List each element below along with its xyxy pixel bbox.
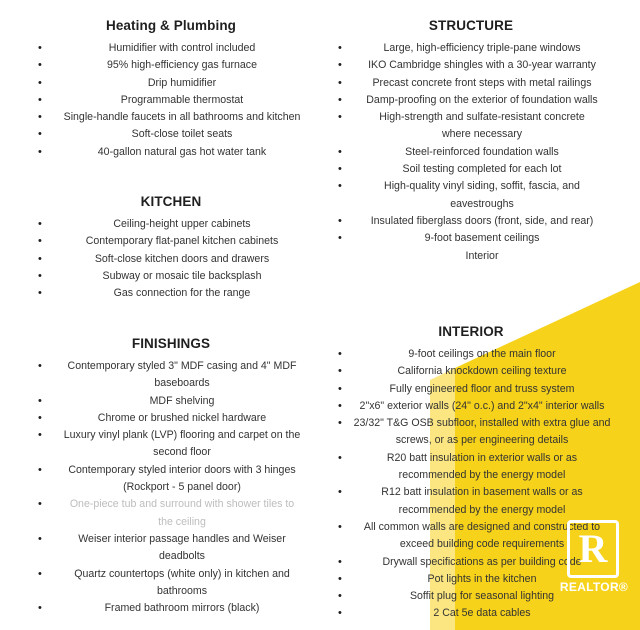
list-item: [30, 393, 312, 410]
realtor-logo-text: REALTOR®: [559, 580, 629, 594]
list-item-text: California knockdown ceiling texture: [397, 365, 567, 378]
list-item-text: Soft-close kitchen doors and drawers: [94, 252, 270, 265]
list-item-text: 95% high-efficiency gas furnace: [107, 59, 257, 72]
bullet-icon: •: [38, 429, 42, 442]
bullet-icon: •: [38, 42, 42, 54]
list-item-text: Insulated fiberglass doors (front, side, and rear): [370, 214, 594, 227]
list-item: [330, 605, 612, 622]
list-item-text: R12 batt insulation in basement walls or as: [381, 486, 583, 499]
list-item: [330, 109, 612, 126]
bullet-icon: •: [38, 360, 42, 372]
list-item-continuation: [30, 479, 312, 496]
list-item-text: One-piece tub and surround with shower tiles to: [69, 498, 295, 511]
list-item-text: 9-foot basement ceilings: [424, 232, 540, 245]
kitchen-heading: KITCHEN: [140, 194, 202, 209]
list-item-text: Soil testing completed for each lot: [402, 163, 562, 176]
list-item-text: Pot lights in the kitchen: [427, 572, 537, 585]
list-item-continuation: [30, 375, 312, 392]
bullet-icon: •: [338, 382, 342, 395]
interior-heading: INTERIOR: [438, 324, 504, 339]
list-item: [30, 358, 312, 375]
list-item-text: Drip humidifier: [147, 76, 217, 89]
list-item-text: deadbolts: [159, 550, 205, 563]
list-item: [330, 381, 612, 398]
kitchen-section: [30, 194, 312, 302]
list-item: [330, 161, 612, 178]
list-item: [330, 363, 612, 380]
list-item-text: recommended by the energy model: [398, 503, 566, 516]
bullet-icon: •: [338, 214, 342, 227]
list-item: [30, 410, 312, 427]
list-item: [30, 40, 312, 57]
list-item: [330, 450, 612, 467]
bullet-icon: •: [338, 163, 342, 176]
list-item-text: Ceiling-height upper cabinets: [113, 218, 251, 230]
list-item: [330, 484, 612, 501]
bullet-icon: •: [38, 532, 42, 545]
bullet-icon: •: [338, 572, 342, 585]
list-item-continuation: [330, 502, 612, 519]
bullet-icon: •: [338, 42, 342, 54]
list-item-text: Subway or mosaic tile backsplash: [102, 269, 262, 282]
list-item-text: screws, or as per engineering details: [395, 434, 569, 447]
list-item-text: bathrooms: [156, 584, 208, 597]
list-item-text: (Rockport - 5 panel door): [123, 481, 241, 494]
list-item-text: the ceiling: [158, 515, 206, 528]
realtor-logo-box: [567, 520, 619, 578]
kitchen-list: [30, 216, 312, 302]
list-item: [30, 126, 312, 143]
list-item-text: recommended by the energy model: [398, 469, 566, 482]
bullet-icon: •: [38, 111, 42, 124]
bullet-icon: •: [338, 555, 342, 568]
bullet-icon: •: [338, 365, 342, 378]
list-item-continuation: [30, 548, 312, 565]
bullet-icon: •: [338, 486, 342, 499]
list-item-text: Fully engineered floor and truss system: [389, 382, 575, 395]
list-item-text: Drywall specifications as per building code: [382, 555, 582, 568]
bullet-icon: •: [338, 399, 342, 412]
list-item: [30, 531, 312, 548]
list-item-text: Large, high-efficiency triple-pane windows: [383, 42, 581, 54]
list-item: [30, 566, 312, 583]
heating-plumbing-section: [30, 18, 312, 161]
list-item: [30, 285, 312, 302]
bullet-icon: •: [338, 520, 342, 533]
bullet-icon: •: [38, 411, 42, 424]
bullet-icon: •: [38, 567, 42, 580]
bullet-icon: •: [38, 93, 42, 106]
list-item-text: Framed bathroom mirrors (black): [104, 602, 260, 615]
bullet-icon: •: [338, 111, 342, 124]
list-item-text: 23/32" T&G OSB subfloor, installed with extra glue and: [353, 417, 611, 430]
bullet-icon: •: [338, 59, 342, 72]
bullet-icon: •: [338, 417, 342, 430]
bullet-icon: •: [38, 498, 42, 511]
list-item: [330, 346, 612, 363]
list-item-text: All common walls are designed and constructed to: [363, 520, 601, 533]
bullet-icon: •: [38, 463, 42, 476]
list-item: [30, 109, 312, 126]
heating-plumbing-heading: Heating & Plumbing: [105, 18, 237, 33]
bullet-icon: •: [338, 348, 342, 360]
list-item-text: Chrome or brushed nickel hardware: [97, 411, 267, 424]
bullet-icon: •: [38, 602, 42, 615]
realtor-logo-letter: R: [578, 526, 608, 571]
bullet-icon: •: [38, 269, 42, 282]
list-item: [30, 75, 312, 92]
list-item-text: exceed building code requirements: [399, 538, 565, 551]
list-item-text: eavestroughs: [450, 197, 514, 210]
list-item: [330, 92, 612, 109]
list-item: [330, 57, 612, 74]
list-item: [330, 144, 612, 161]
list-item-text: Soft-close toilet seats: [131, 128, 233, 141]
list-item: [330, 213, 612, 230]
bullet-icon: •: [338, 451, 342, 464]
list-item-text: Programmable thermostat: [120, 93, 244, 106]
list-item: [330, 230, 612, 247]
list-item-text: High-quality vinyl siding, soffit, fascia, and: [384, 180, 580, 193]
structure-heading: STRUCTURE: [428, 18, 514, 33]
list-item-continuation: [30, 583, 312, 600]
structure-section: [330, 18, 612, 265]
list-item-text: Weiser interior passage handles and Weiser: [78, 532, 286, 545]
list-item: [330, 40, 612, 57]
list-item-text: Soffit plug for seasonal lighting: [409, 590, 555, 603]
list-item-text: Contemporary styled interior doors with 3 hinges: [68, 463, 296, 476]
list-item-continuation: [330, 196, 612, 213]
finishings-heading: FINISHINGS: [131, 336, 211, 351]
list-item: [30, 268, 312, 285]
realtor-logo: [559, 520, 629, 594]
list-item-continuation: [30, 514, 312, 531]
list-item-continuation: [30, 444, 312, 461]
list-item-text: Luxury vinyl plank (LVP) flooring and carpet on the: [63, 429, 301, 442]
list-item-text: IKO Cambridge shingles with a 30-year warranty: [368, 59, 596, 72]
list-item: [30, 216, 312, 233]
list-item: [30, 600, 312, 617]
bullet-icon: •: [38, 128, 42, 141]
list-item: [330, 75, 612, 92]
bullet-icon: •: [338, 590, 342, 603]
list-item-text: baseboards: [154, 377, 210, 390]
finishings-section: [30, 336, 312, 617]
list-item-text: Humidifier with control included: [108, 42, 256, 54]
list-item-text: second floor: [153, 446, 211, 459]
list-item: [330, 415, 612, 432]
list-item-text: R20 batt insulation in exterior walls or as: [386, 451, 578, 464]
bullet-icon: •: [38, 252, 42, 265]
list-item: [30, 462, 312, 479]
list-item-text: 40-gallon natural gas hot water tank: [97, 145, 267, 158]
bullet-icon: •: [338, 180, 342, 193]
list-item-continuation: [330, 126, 612, 143]
list-item-text: Contemporary flat-panel kitchen cabinets: [85, 235, 279, 248]
list-item-text: Quartz countertops (white only) in kitchen and: [74, 567, 290, 580]
structure-list: [330, 40, 612, 265]
bullet-icon: •: [338, 145, 342, 158]
bullet-icon: •: [338, 607, 342, 620]
list-item-text: where necessary: [441, 128, 523, 141]
list-item: [30, 251, 312, 268]
list-item-text: 2"x6" exterior walls (24" o.c.) and 2"x4" interior walls: [359, 399, 605, 412]
list-item-continuation: [330, 467, 612, 484]
list-item: [30, 496, 312, 513]
bullet-icon: •: [38, 394, 42, 407]
bullet-icon: •: [38, 218, 42, 230]
list-item-continuation: [330, 432, 612, 449]
bullet-icon: •: [38, 59, 42, 72]
list-item: [30, 233, 312, 250]
bullet-icon: •: [38, 76, 42, 89]
list-item: [30, 427, 312, 444]
list-item-text: 2 Cat 5e data cables: [433, 607, 531, 620]
list-item: [330, 178, 612, 195]
list-item-text: Single-handle faucets in all bathrooms and kitchen: [63, 111, 301, 124]
list-item-text: Gas connection for the range: [113, 287, 251, 300]
list-item: [330, 398, 612, 415]
bullet-icon: •: [38, 235, 42, 248]
bullet-icon: •: [338, 93, 342, 106]
list-item-text: MDF shelving: [149, 394, 215, 407]
bullet-icon: •: [38, 145, 42, 158]
bullet-icon: •: [338, 76, 342, 89]
list-item-text: Contemporary styled 3" MDF casing and 4" MDF: [67, 360, 297, 372]
list-item: [30, 57, 312, 74]
list-item-text: Precast concrete front steps with metal railings: [372, 76, 592, 89]
list-item: [30, 92, 312, 109]
bullet-icon: •: [38, 287, 42, 300]
heating-plumbing-list: [30, 40, 312, 161]
list-trailing-text: Interior: [465, 249, 499, 262]
list-item-text: 9-foot ceilings on the main floor: [408, 348, 556, 360]
bullet-icon: •: [338, 232, 342, 245]
list-item-text: Damp-proofing on the exterior of foundation walls: [366, 93, 598, 106]
list-item-text: High-strength and sulfate-resistant concrete: [379, 111, 585, 124]
finishings-list: [30, 358, 312, 617]
list-item-text: Steel-reinforced foundation walls: [405, 145, 559, 158]
list-item: [30, 144, 312, 161]
